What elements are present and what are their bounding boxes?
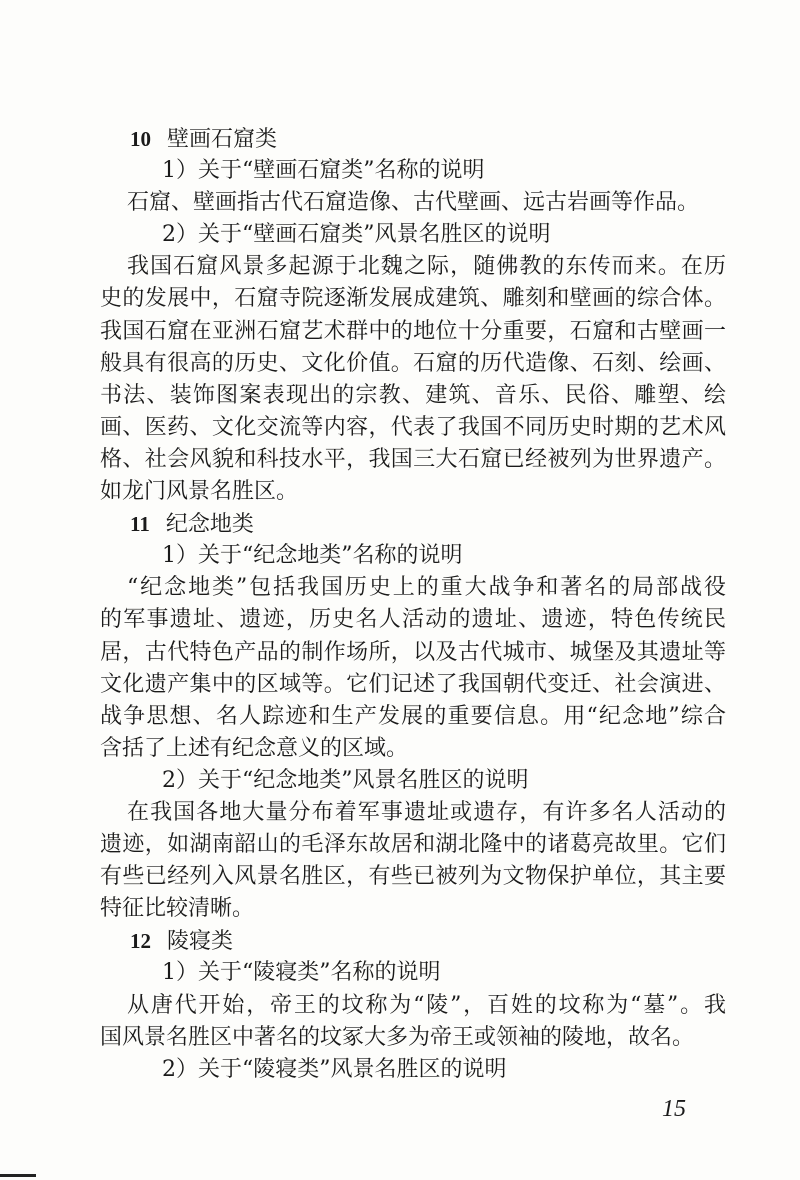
paragraph-line: 含括了上述有纪念意义的区域。 <box>100 735 409 761</box>
paragraph-line: 格、社会风貌和科技水平，我国三大石窟已经被列为世界遗产。 <box>100 446 726 472</box>
paragraph-line: 如龙门风景名胜区。 <box>100 479 299 505</box>
paragraph-line: 战争思想、名人踪迹和生产发展的重要信息。用“纪念地”综合 <box>100 703 726 729</box>
section-heading <box>100 925 726 957</box>
subsection-heading: 2）关于“壁画石窟类”风景名胜区的说明 <box>162 222 551 248</box>
paragraph-line: 我国石窟风景多起源于北魏之际，随佛教的东传而来。在历 <box>127 254 726 280</box>
paragraph-line: 石窟、壁画指古代石窟造像、古代壁画、远古岩画等作品。 <box>127 190 700 216</box>
paragraph-line: 书法、装饰图案表现出的宗教、建筑、音乐、民俗、雕塑、绘 <box>100 382 726 408</box>
subsection-heading: 2）关于“陵寝类”风景名胜区的说明 <box>162 1056 507 1082</box>
paragraph-line: 画、医药、文化交流等内容，代表了我国不同历史时期的艺术风 <box>100 414 726 440</box>
paragraph-line: 居，古代特色产品的制作场所，以及古代城市、城堡及其遗址等 <box>100 639 726 665</box>
subsection-heading: 1）关于“陵寝类”名称的说明 <box>162 960 441 986</box>
paragraph-line: “纪念地类”包括我国历史上的重大战争和著名的局部战役 <box>127 575 726 601</box>
scan-artifact <box>0 1174 36 1177</box>
paragraph-line: 从唐代开始，帝王的坟称为“陵”，百姓的坟称为“墓”。我 <box>127 992 726 1018</box>
page-number: 15 <box>662 1096 686 1122</box>
subsection-heading: 1）关于“纪念地类”名称的说明 <box>162 543 463 569</box>
section-title: 壁画石窟类 <box>167 127 278 152</box>
section-title: 陵寝类 <box>167 929 234 955</box>
subsection-heading: 1）关于“壁画石窟类”名称的说明 <box>162 158 485 184</box>
paragraph-line: 国风景名胜区中著名的坟冢大多为帝王或领袖的陵地，故名。 <box>100 1024 695 1050</box>
paragraph-line: 特征比较清晰。 <box>100 896 255 922</box>
section-number: 11 <box>130 512 150 537</box>
paragraph-line: 文化遗产集中的区域等。它们记述了我国朝代变迁、社会演进、 <box>100 671 726 697</box>
subsection-heading: 2）关于“纪念地类”风景名胜区的说明 <box>162 767 529 793</box>
paragraph-line: 般具有很高的历史、文化价值。石窟的历代造像、石刻、绘画、 <box>100 350 726 376</box>
paragraph-line: 有些已经列入风景名胜区，有些已被列为文物保护单位，其主要 <box>100 864 726 890</box>
section-number: 10 <box>130 127 151 151</box>
section-title: 纪念地类 <box>165 512 254 538</box>
paragraph-line: 史的发展中，石窟寺院逐渐发展成建筑、雕刻和壁画的综合体。 <box>100 286 726 312</box>
section-heading <box>100 123 726 155</box>
document-body <box>100 123 726 1086</box>
paragraph-line: 我国石窟在亚洲石窟艺术群中的地位十分重要，石窟和古壁画一 <box>100 318 726 344</box>
section-number: 12 <box>130 929 151 954</box>
paragraph-line: 遗迹，如湖南韶山的毛泽东故居和湖北隆中的诸葛亮故里。它们 <box>100 832 726 858</box>
section-heading <box>100 508 726 540</box>
paragraph-line: 的军事遗址、遗迹，历史名人活动的遗址、遗迹，特色传统民 <box>100 607 726 633</box>
paragraph-line: 在我国各地大量分布着军事遗址或遗存，有许多名人活动的 <box>127 799 726 825</box>
